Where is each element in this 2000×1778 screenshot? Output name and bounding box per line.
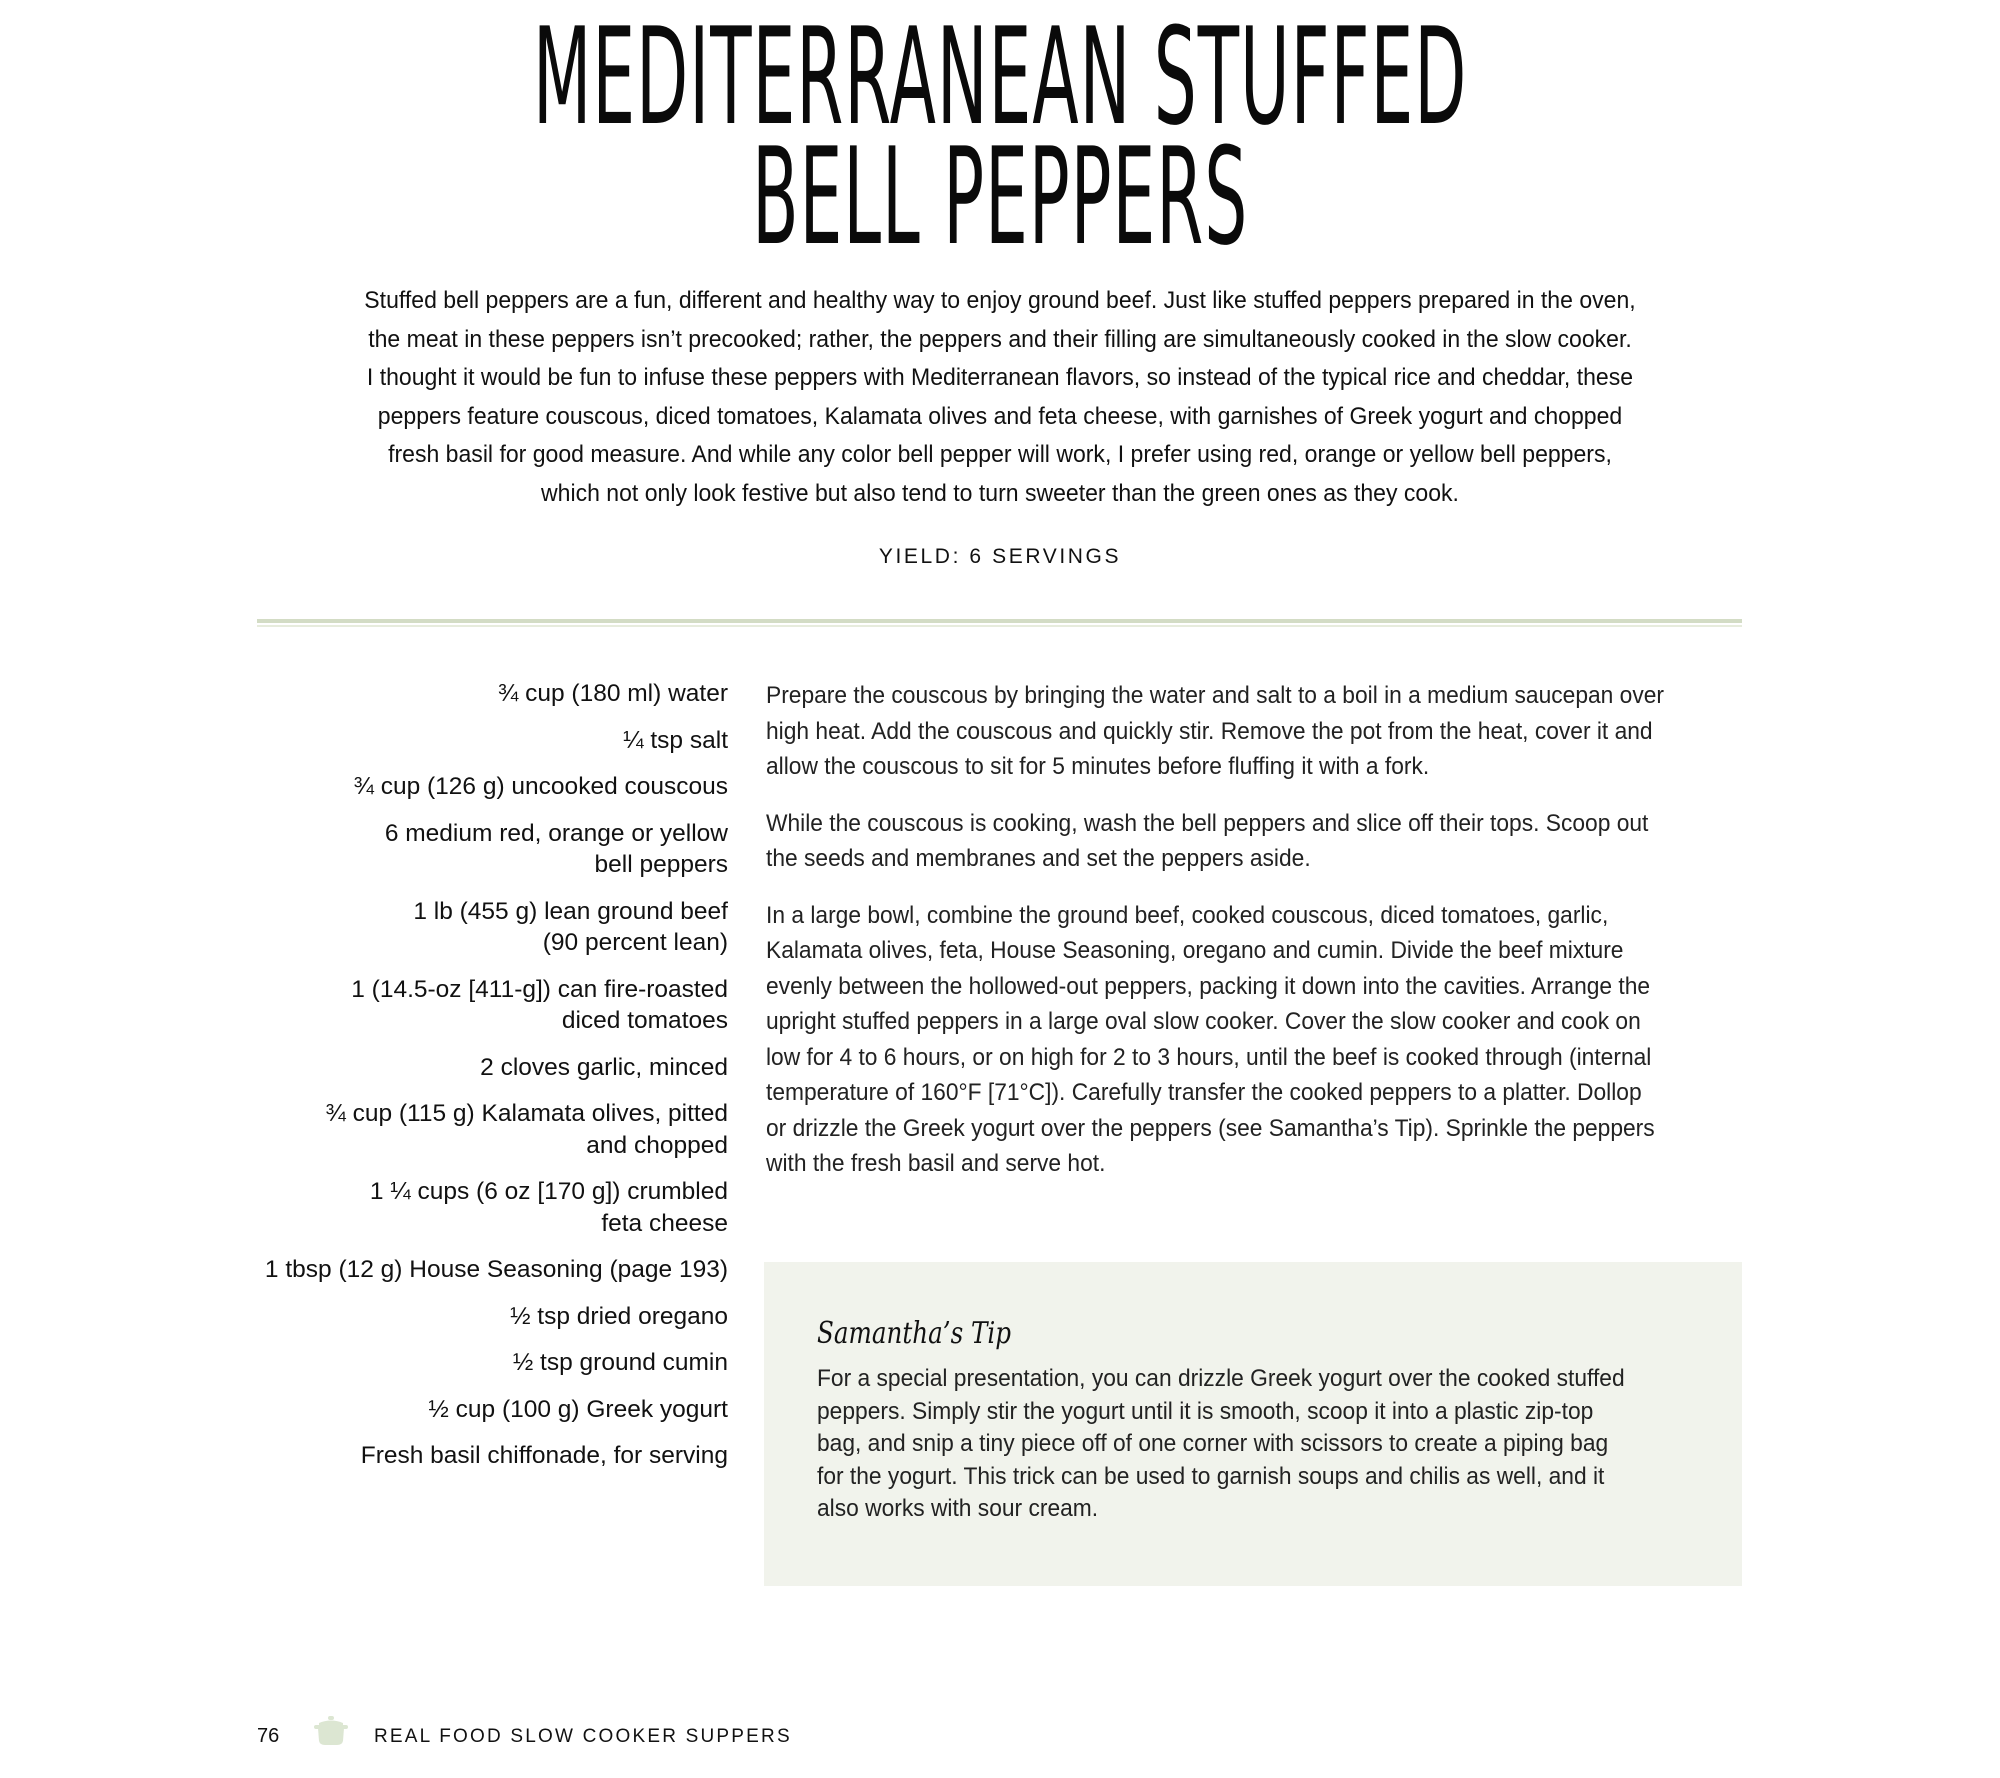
directions (766, 678, 1756, 1203)
direction-text: While the couscous is cooking, wash the bell peppers and slice off their tops. Scoop out (766, 809, 1649, 837)
tip-text: For a special presentation, you can drizzle Greek yogurt over the cooked stuffed (817, 1365, 1625, 1392)
ingredient-text: ¼ tsp salt (623, 726, 728, 754)
intro-line: peppers feature couscous, diced tomatoes, Kalamata olives and feta cheese, with garnishes of Greek yogurt and chopped (377, 402, 1623, 430)
yield-label: YIELD: 6 SERVINGS (878, 545, 1122, 568)
ingredient-item (258, 1440, 728, 1472)
tip-text: peppers. Simply stir the yogurt until it is smooth, scoop it into a plastic zip-top (817, 1397, 1594, 1425)
ingredient-list (258, 678, 728, 1487)
ingredient-text: 1 (14.5-oz [411-g]) can fire-roasted (351, 975, 728, 1003)
ingredient-text: feta cheese (601, 1209, 728, 1237)
ingredient-item (258, 1098, 728, 1161)
recipe-title-text: MEDITERRANEAN STUFFED (532, 0, 1468, 155)
direction-step (766, 678, 1756, 785)
ingredient-text: ¾ cup (115 g) Kalamata olives, pitted (325, 1100, 728, 1127)
direction-text: evenly between the hollowed-out peppers, packing it down into the cavities. Arrange the (766, 972, 1651, 1000)
page-number: 76 (257, 1725, 280, 1747)
ingredient-item (258, 771, 728, 803)
ingredient-text: ¾ cup (180 ml) water (497, 680, 728, 707)
ingredient-item (258, 896, 728, 959)
ingredient-text: 2 cloves garlic, minced (480, 1053, 728, 1081)
intro-line: the meat in these peppers isn’t precooked; rather, the peppers and their filling are simultaneously cooked in the slow cooker. (368, 325, 1632, 353)
ingredient-text: Fresh basil chiffonade, for serving (360, 1442, 728, 1469)
tip-box (764, 1262, 1742, 1586)
ingredient-item (258, 1301, 728, 1333)
ingredient-text: and chopped (586, 1131, 728, 1159)
intro-line: Stuffed bell peppers are a fun, different and healthy way to enjoy ground beef. Just like stuffed peppers prepared in the oven, (364, 287, 1636, 314)
ingredient-text: ½ tsp dried oregano (510, 1302, 728, 1330)
ingredient-text: (90 percent lean) (542, 929, 728, 956)
tip-title: Samantha’s Tip (817, 1316, 1012, 1351)
ingredient-item (258, 1052, 728, 1084)
intro-line: fresh basil for good measure. And while any color bell pepper will work, I prefer using red, orange or yellow bell peppers, (388, 441, 1612, 468)
ingredient-text: bell peppers (594, 851, 728, 878)
intro-line: which not only look festive but also tend to turn sweeter than the green ones as they cook. (541, 479, 1459, 507)
ingredient-text: 1 tbsp (12 g) House Seasoning (page 193) (264, 1256, 728, 1283)
book-title: REAL FOOD SLOW COOKER SUPPERS (374, 1726, 792, 1747)
intro-line: I thought it would be fun to infuse these peppers with Mediterranean flavors, so instead of the typical rice and cheddar, these (366, 364, 1634, 391)
ingredient-text: ½ tsp ground cumin (512, 1349, 728, 1376)
direction-step (766, 898, 1756, 1182)
ingredient-text: 1 ¼ cups (6 oz [170 g]) crumbled (369, 1178, 728, 1205)
direction-text: high heat. Add the couscous and quickly stir. Remove the pot from the heat, cover it and (766, 717, 1653, 745)
ingredient-text: ½ cup (100 g) Greek yogurt (428, 1395, 728, 1423)
recipe-title-line-2 (0, 119, 2000, 275)
ingredient-text: 1 lb (455 g) lean ground beef (413, 897, 728, 925)
slow-cooker-pot-icon (313, 1715, 349, 1747)
direction-text: upright stuffed peppers in a large oval slow cooker. Cover the slow cooker and cook on (766, 1008, 1641, 1035)
intro-paragraph (300, 282, 1700, 513)
ingredient-text: 6 medium red, orange or yellow (384, 819, 728, 847)
ingredient-item (258, 725, 728, 757)
ingredient-item (258, 818, 728, 881)
ingredient-item (258, 1176, 728, 1239)
direction-step (766, 806, 1756, 877)
direction-text: temperature of 160°F [71°C]). Carefully transfer the cooked peppers to a platter. Dollop (766, 1079, 1642, 1106)
section-divider (257, 619, 1742, 623)
direction-text: Kalamata olives, feta, House Seasoning, oregano and cumin. Divide the beef mixture (766, 937, 1624, 964)
section-divider-thin (257, 625, 1742, 627)
ingredient-item (258, 1394, 728, 1426)
tip-text: also works with sour cream. (817, 1495, 1099, 1522)
tip-body (817, 1363, 1685, 1526)
tip-text: for the yogurt. This trick can be used to garnish soups and chilis as well, and it (817, 1462, 1605, 1490)
ingredient-item (258, 1254, 728, 1286)
direction-text: or drizzle the Greek yogurt over the peppers (see Samantha’s Tip). Sprinkle the peppers (766, 1114, 1655, 1142)
direction-text: with the fresh basil and serve hot. (766, 1150, 1106, 1177)
ingredient-text: diced tomatoes (561, 1007, 728, 1034)
direction-text: In a large bowl, combine the ground beef, cooked couscous, diced tomatoes, garlic, (766, 901, 1609, 929)
tip-text: bag, and snip a tiny piece off of one corner with scissors to create a piping bag (817, 1430, 1609, 1457)
direction-text: Prepare the couscous by bringing the water and salt to a boil in a medium saucepan over (766, 682, 1665, 709)
direction-text: allow the couscous to sit for 5 minutes before fluffing it with a fork. (766, 753, 1430, 780)
ingredient-item (258, 974, 728, 1037)
direction-text: the seeds and membranes and set the peppers aside. (766, 845, 1311, 872)
ingredient-item (258, 678, 728, 710)
direction-text: low for 4 to 6 hours, or on high for 2 to 3 hours, until the beef is cooked through (internal (766, 1043, 1652, 1071)
ingredient-item (258, 1347, 728, 1379)
ingredient-text: ¾ cup (126 g) uncooked couscous (353, 773, 728, 800)
recipe-title-text: BELL PEPPERS (751, 119, 1249, 275)
